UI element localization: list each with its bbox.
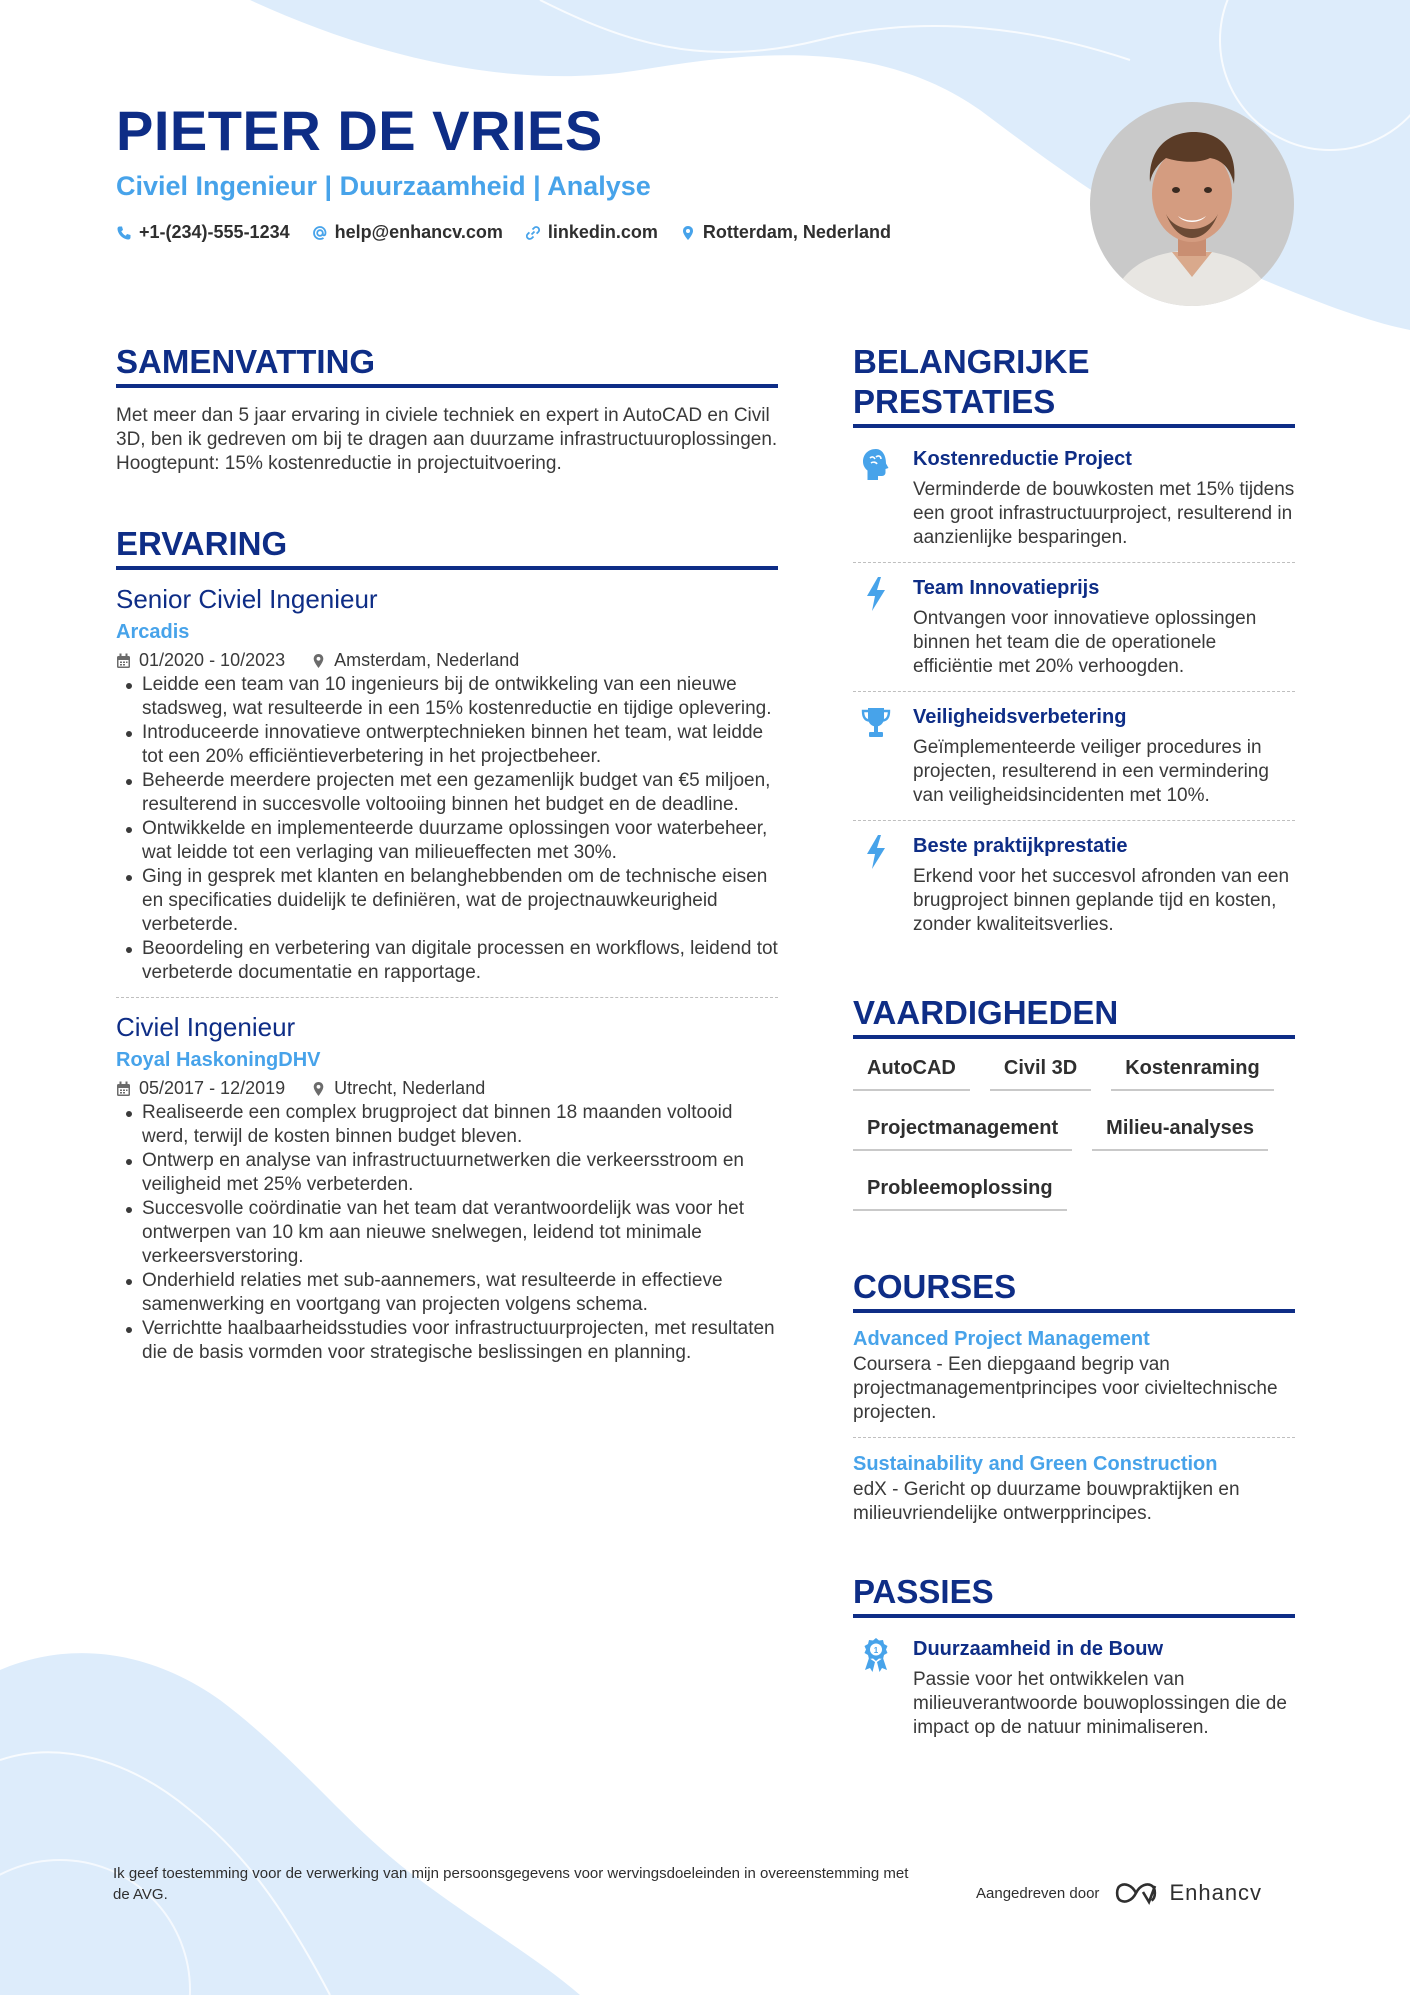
- course-title: Sustainability and Green Construction: [853, 1453, 1218, 1475]
- achievements-heading: BELANGRIJKE PRESTATIES: [853, 342, 1295, 428]
- contact-email[interactable]: [312, 222, 503, 243]
- achievement-text: Ontvangen voor innovatieve oplossingen binnen het team die de operationele efficiëntie met 20% verhoogden.: [913, 608, 1257, 677]
- job-dates: [116, 1078, 285, 1099]
- skill-tag: Milieu-analyses: [1092, 1109, 1268, 1151]
- bullet-item: Succesvolle coördinatie van het team dat verantwoordelijk was voor het ontwerpen van 10 km aan nieuwe snelwegen, leidend tot minimale verkeersverstoring.: [116, 1197, 778, 1269]
- job-location: [311, 1078, 485, 1099]
- location-pin-icon: [311, 1081, 326, 1097]
- candidate-name: PIETER DE VRIES: [116, 99, 603, 162]
- divider: [853, 1437, 1295, 1438]
- passions-section: [853, 1572, 1295, 1752]
- skill-tag: Probleemoplossing: [853, 1169, 1067, 1211]
- job-entry: [116, 1010, 778, 1365]
- contact-bar: [116, 222, 1016, 243]
- powered-by-label: Aangedreven door: [976, 1884, 1100, 1902]
- trophy-icon: [859, 704, 893, 742]
- avatar: [1090, 102, 1294, 306]
- achievement-text: Verminderde de bouwkosten met 15% tijdens een groot infrastructuurproject, resulterend in aanzienlijke besparingen.: [913, 479, 1295, 548]
- summary-section: [116, 342, 778, 476]
- email-address: help@enhancv.com: [334, 222, 503, 242]
- svg-text:1: 1: [873, 1646, 879, 1655]
- lightning-icon: [859, 575, 893, 613]
- contact-linkedin[interactable]: [525, 222, 658, 243]
- job-entry: [116, 582, 778, 985]
- brand-name: Enhancv: [1169, 1880, 1263, 1905]
- achievement-item: [853, 821, 1295, 949]
- achievement-text: Geïmplementeerde veiliger procedures in projecten, resulterend in een vermindering van veiligheidsincidenten met 10%.: [913, 737, 1269, 806]
- bullet-item: Onderhield relaties met sub-aannemers, wat resulteerde in effectieve samenwerking en voortgang van projecten volgens schema.: [116, 1269, 778, 1317]
- job-dates-text: 05/2017 - 12/2019: [139, 1078, 286, 1098]
- course-item: [853, 1325, 1295, 1425]
- achievement-text: Erkend voor het succesvol afronden van een brugproject binnen geplande tijd en kosten, zonder kwaliteitsverlies.: [913, 866, 1290, 935]
- bullet-item: Introduceerde innovatieve ontwerptechnieken binnen het team, wat leidde tot een 20% efficiëntieverbetering in het projectbeheer.: [116, 721, 778, 769]
- summary-text: Met meer dan 5 jaar ervaring in civiele techniek en expert in AutoCAD en Civil 3D, ben ik gedreven om bij te dragen aan duurzame infrastructuuroplossingen. Hoogtepunt: 15% kostenreductie in projectuitvoering.: [116, 405, 778, 474]
- job-title: Civiel Ingenieur: [116, 1012, 296, 1042]
- achievement-item: [853, 563, 1295, 691]
- courses-heading: COURSES: [853, 1267, 1295, 1313]
- bullet-item: Leidde een team van 10 ingenieurs bij de ontwikkeling van een nieuwe stadsweg, wat resulteerde in een 15% kostenreductie en tijdige oplevering.: [116, 673, 778, 721]
- job-dates: [116, 650, 285, 671]
- achievement-title: Veiligheidsverbetering: [913, 706, 1127, 728]
- skills-heading: VAARDIGHEDEN: [853, 993, 1295, 1039]
- divider: [116, 997, 778, 998]
- passions-heading: PASSIES: [853, 1572, 1295, 1618]
- course-item: [853, 1450, 1295, 1526]
- phone-number: +1-(234)-555-1234: [139, 222, 290, 242]
- right-column: [853, 342, 1295, 1752]
- bullet-item: Beheerde meerdere projecten met een gezamenlijk budget van €5 miljoen, resulterend in succesvolle voltooiing binnen het budget en de deadline.: [116, 769, 778, 817]
- head-icon: [859, 446, 893, 484]
- skill-tag: Projectmanagement: [853, 1109, 1072, 1151]
- job-bullets: [116, 1101, 778, 1365]
- course-title: Advanced Project Management: [853, 1328, 1150, 1350]
- passion-title: Duurzaamheid in de Bouw: [913, 1638, 1164, 1660]
- course-text: edX - Gericht op duurzame bouwpraktijken en milieuvriendelijke ontwerpprincipes.: [853, 1479, 1240, 1524]
- location-text: Rotterdam, Nederland: [702, 222, 891, 242]
- job-bullets: [116, 673, 778, 985]
- bullet-item: Ontwerp en analyse van infrastructuurnetwerken die verkeersstroom en veiligheid met 25% verbeterden.: [116, 1149, 778, 1197]
- achievement-body: [913, 704, 1295, 808]
- achievement-title: Team Innovatieprijs: [913, 577, 1100, 599]
- skill-tag: Civil 3D: [990, 1049, 1091, 1091]
- company-name: Royal HaskoningDHV: [116, 1049, 321, 1071]
- bullet-item: Ging in gesprek met klanten en belanghebbenden om de technische eisen en specificaties duidelijk te definiëren, wat de projectnauwkeurigheid verbeterde.: [116, 865, 778, 937]
- location-pin-icon: [311, 653, 326, 669]
- achievements-section: [853, 342, 1295, 949]
- phone-icon: [116, 225, 132, 241]
- skill-tag: AutoCAD: [853, 1049, 970, 1091]
- job-location: [311, 650, 519, 671]
- summary-heading: SAMENVATTING: [116, 342, 778, 388]
- experience-section: [116, 524, 778, 1365]
- achievement-title: Beste praktijkprestatie: [913, 835, 1128, 857]
- bullet-item: Ontwikkelde en implementeerde duurzame oplossingen voor waterbeheer, wat leidde tot een verlaging van milieueffecten met 30%.: [116, 817, 778, 865]
- job-meta: [116, 1078, 778, 1099]
- consent-note: Ik geef toestemming voor de verwerking van mijn persoonsgegevens voor wervingsdoeleinden in overeenstemming met de AVG.: [113, 1865, 909, 1903]
- enhancv-logo-icon: [1113, 1880, 1159, 1906]
- job-title: Senior Civiel Ingenieur: [116, 584, 378, 614]
- bullet-item: Realiseerde een complex brugproject dat binnen 18 maanden voltooid werd, terwijl de kosten binnen budget bleven.: [116, 1101, 778, 1149]
- bullet-item: Beoordeling en verbetering van digitale processen en workflows, leidend tot verbeterde documentatie en rapportage.: [116, 937, 778, 985]
- resume-header: [116, 98, 1016, 243]
- skills-list: [853, 1049, 1295, 1229]
- at-sign-icon: [312, 225, 328, 241]
- enhancv-logo: [1113, 1880, 1262, 1906]
- skills-section: [853, 993, 1295, 1229]
- location-pin-icon: [680, 225, 696, 241]
- passion-text: Passie voor het ontwikkelen van milieuverantwoorde bouwoplossingen die de impact op de natuur minimaliseren.: [913, 1669, 1287, 1738]
- experience-heading: ERVARING: [116, 524, 778, 570]
- lightning-icon: [859, 833, 893, 871]
- linkedin-url: linkedin.com: [547, 222, 658, 242]
- job-meta: [116, 650, 778, 671]
- contact-phone: [116, 222, 290, 243]
- achievement-body: [913, 575, 1295, 679]
- achievement-item: [853, 434, 1295, 562]
- left-column: [116, 342, 778, 1365]
- achievement-body: [913, 446, 1295, 550]
- course-text: Coursera - Een diepgaand begrip van projectmanagementprincipes voor civieltechnische projecten.: [853, 1354, 1278, 1423]
- contact-location: [680, 222, 891, 243]
- powered-by[interactable]: [976, 1880, 1262, 1906]
- passion-item: [853, 1624, 1295, 1752]
- achievement-title: Kostenreductie Project: [913, 448, 1132, 470]
- job-location-text: Utrecht, Nederland: [334, 1078, 486, 1098]
- company-name: Arcadis: [116, 621, 190, 643]
- job-dates-text: 01/2020 - 10/2023: [139, 650, 286, 670]
- candidate-subtitle: Civiel Ingenieur | Duurzaamheid | Analyse: [116, 171, 651, 201]
- award-icon: [859, 1636, 893, 1674]
- calendar-icon: [116, 1081, 131, 1097]
- skill-tag: Kostenraming: [1111, 1049, 1273, 1091]
- link-icon: [525, 225, 541, 241]
- achievement-body: [913, 833, 1295, 937]
- calendar-icon: [116, 653, 131, 669]
- courses-section: [853, 1267, 1295, 1526]
- achievement-item: [853, 692, 1295, 820]
- job-location-text: Amsterdam, Nederland: [334, 650, 520, 670]
- bullet-item: Verrichtte haalbaarheidsstudies voor infrastructuurprojecten, met resultaten die de basis vormden voor strategische beslissingen en planning.: [116, 1317, 778, 1365]
- passion-body: [913, 1636, 1295, 1740]
